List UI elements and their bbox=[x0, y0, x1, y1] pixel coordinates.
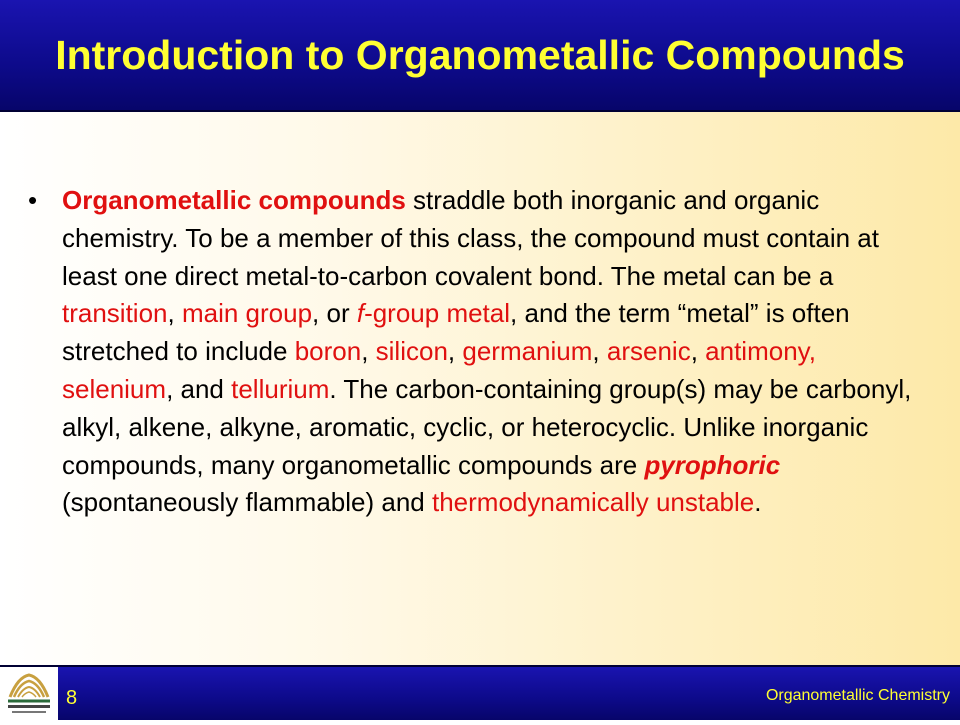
text-run: -group metal bbox=[364, 298, 511, 329]
text-run: silicon bbox=[375, 336, 448, 367]
text-run: tellurium bbox=[231, 373, 330, 404]
text-run: , bbox=[447, 336, 463, 367]
text-run: antimony, selenium bbox=[62, 336, 816, 404]
text-run: f bbox=[356, 298, 365, 329]
footer-bar bbox=[0, 665, 960, 720]
text-run: , bbox=[361, 336, 376, 367]
text-run: germanium bbox=[462, 336, 593, 367]
text-run: , and the term “metal” is often stretched to include bbox=[62, 298, 850, 367]
text-run: main group bbox=[181, 298, 313, 329]
text-run: Organometallic compounds bbox=[62, 185, 406, 215]
text-run: pyrophoric bbox=[644, 449, 781, 480]
text-run: . The carbon-containing group(s) may be carbonyl, alkyl, alkene, alkyne, aromatic, cyclic, or heterocyclic. Unlike inorganic compounds, many organometallic compounds are bbox=[62, 373, 912, 480]
text-run: straddle both inorganic and organic chemistry. To be a member of this class, the compound must contain at least one direct metal-to-carbon covalent bond. The metal can be a bbox=[62, 185, 879, 291]
university-logo-icon bbox=[0, 667, 58, 720]
body-paragraph bbox=[62, 182, 922, 522]
bullet-marker: • bbox=[28, 185, 38, 215]
text-run: arsenic bbox=[606, 336, 691, 367]
slide-content bbox=[0, 112, 960, 665]
text-run: thermodynamically unstable bbox=[431, 487, 755, 518]
text-run: , bbox=[592, 336, 607, 367]
text-run: . bbox=[754, 487, 762, 518]
text-run: (spontaneously flammable) and bbox=[62, 487, 432, 518]
text-run: , and bbox=[166, 373, 232, 404]
text-run: , bbox=[690, 336, 706, 367]
text-run: boron bbox=[294, 336, 362, 367]
slide-title: Introduction to Organometallic Compounds bbox=[55, 31, 905, 78]
text-run: , bbox=[167, 298, 182, 329]
text-run: , or bbox=[312, 298, 357, 329]
page-number: 8 bbox=[66, 687, 78, 709]
title-bar bbox=[0, 0, 960, 112]
bullet-item bbox=[28, 182, 928, 522]
text-run: transition bbox=[62, 298, 168, 329]
footer-course-label: Organometallic Chemistry bbox=[765, 687, 950, 704]
